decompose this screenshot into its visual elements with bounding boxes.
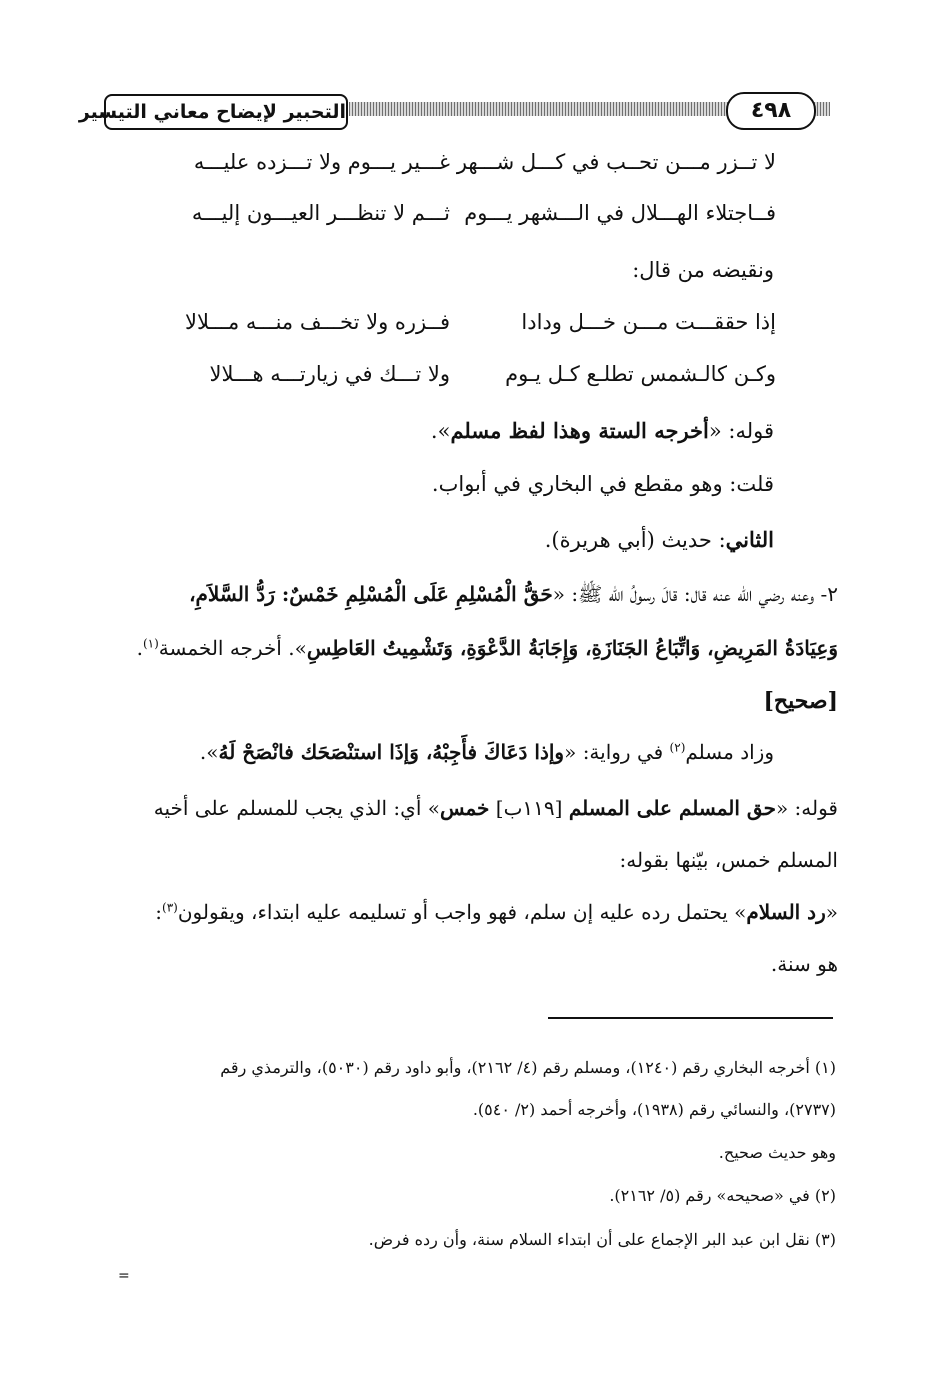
section-label: الثاني [725, 527, 774, 552]
text-run: ». [430, 419, 451, 443]
footnote-separator [548, 1017, 833, 1019]
text-run: في رواية: « [564, 740, 670, 764]
paragraph-note: قلت: وهو مقطع في البخاري في أبواب. [431, 472, 774, 496]
text-run: » يحتمل رده عليه إن سلم، فهو واجب أو تسليمه عليه ابتداء، ويقولون [177, 900, 747, 924]
hadith-line [114, 636, 838, 660]
running-header [78, 92, 840, 136]
commentary-line: المسلم خمس، بيّنها بقوله: [619, 848, 838, 872]
text-run: [١١٩ب] [489, 796, 569, 820]
footnote-3: (٣) نقل ابن عبد البر الإجماع على أن ابتداء السلام سنة، وأن رده فرض. [368, 1230, 836, 1249]
poem-verse [160, 201, 776, 241]
quoted-text: حق المسلم على المسلم [568, 796, 776, 820]
footnote-1-line: وهو حديث صحيح. [718, 1143, 836, 1162]
poem-verse [160, 150, 776, 190]
text-run: قوله: « [775, 796, 838, 820]
verse-second-hemistich: ثـــم لا تنظـــر العيـــون إليـــه [191, 201, 450, 225]
page-number: ٤٩٨ [726, 92, 816, 130]
text-run: : حديث (أبي هريرة). [544, 528, 726, 552]
hadith-text: وإذا دَعَاكَ فأَجِبْهُ، وَإذَا استنْصَحَك فانْصَحْ لَهُ [218, 740, 565, 764]
text-run: ». [199, 740, 219, 764]
text-run: : [155, 900, 163, 924]
hadith-text: وَعِيَادَةُ المَرِيضِ، وَاتِّبَاعُ الجَنَازَةِ، وَإِجَابَةُ الدَّعْوَةِ، وَتَشْمِيتُ العَاطِسِ [306, 636, 838, 660]
commentary-line: هو سنة. [770, 952, 838, 976]
text-run: قوله: « [708, 419, 774, 443]
text-run: ٢- وعنه رضي الله عنه قال: قالَ رسولُ الله ﷺ: « [552, 582, 838, 606]
text-run: » أي: الذي يجب للمسلم على أخيه [153, 796, 440, 820]
commentary-line [114, 900, 838, 924]
poem-verse [160, 310, 776, 350]
muslim-addition [54, 740, 774, 764]
hadith-grade [114, 688, 838, 714]
text-run: ». أخرجه الخمسة [158, 636, 307, 660]
paragraph-second-hadith [54, 527, 774, 552]
verse-second-hemistich: ولا تـــك في زيارتـــه هـــلالا [209, 362, 450, 386]
grade-label: [صحيح] [763, 688, 838, 714]
text-run: . [136, 636, 143, 660]
verse-first-hemistich: إذا حققـــت مـــن خـــل ودادا [521, 310, 776, 334]
footnote-1-line: (١) أخرجه البخاري رقم (١٢٤٠)، ومسلم رقم (٤/ ٢١٦٢)، وأبو داود رقم (٥٠٣٠)، والترمذي رقم [220, 1058, 836, 1077]
footnote-2: (٢) في «صحيحه» رقم (٥/ ٢١٦٢). [609, 1186, 836, 1205]
book-title: التحبير لإيضاح معاني التيسير [104, 94, 348, 130]
verse-first-hemistich: وكـن كالـشمس تطلـع كـل يـوم [505, 362, 776, 386]
counter-poem-intro: ونقيضه من قال: [632, 258, 774, 282]
footnote-ref: (٣) [162, 900, 178, 915]
commentary-line [114, 796, 838, 820]
poem-verse [160, 362, 776, 402]
footnote-ref: (٢) [669, 740, 686, 755]
quoted-text: أخرجه الستة وهذا لفظ مسلم [450, 418, 709, 443]
verse-second-hemistich: فــزره ولا تخـــف منـــه مـــلالا [184, 310, 450, 334]
paragraph-quote [54, 418, 774, 443]
quoted-text: خمس [439, 796, 490, 820]
quoted-text: رد السلام [746, 900, 826, 924]
bottom-mark: = [118, 1268, 130, 1284]
hadith-line [114, 582, 838, 611]
text-run: « [825, 900, 838, 924]
text-run: وزاد مسلم [685, 740, 774, 764]
footnote-ref: (١) [142, 636, 159, 651]
verse-first-hemistich: فــاجتلاء الهـــلال في الـــشهر يـــوم [464, 201, 776, 225]
verse-second-hemistich: غـــير يـــوم ولا تـــزده عليـــه [193, 150, 450, 174]
verse-first-hemistich: لا تــزر مـــن تحــب في كـــل شـــهر [456, 150, 776, 174]
footnote-1-line: (٢٧٣٧)، والنسائي رقم (١٩٣٨)، وأخرجه أحمد (٢/ ٥٤٠). [472, 1100, 836, 1119]
hadith-text: حَقُّ الْمُسْلِمِ عَلَى الْمُسْلِمِ خَمْسٌ: رَدُّ السَّلاَمِ، [189, 582, 553, 606]
